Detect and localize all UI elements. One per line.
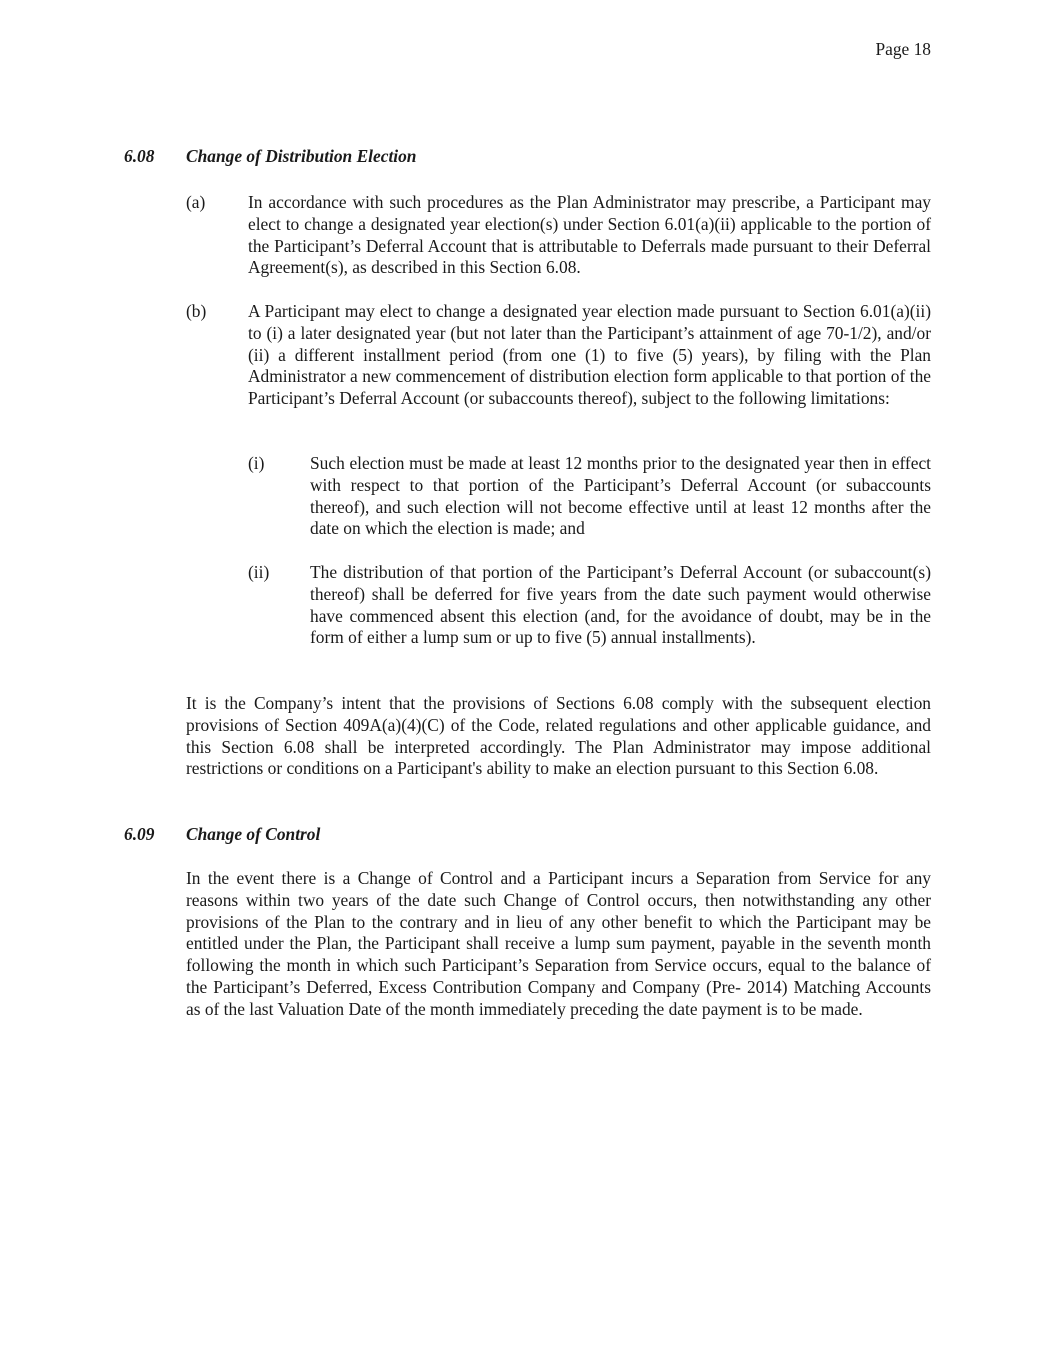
sub-item-i-label: (i)	[248, 453, 265, 473]
list-item-a-text: In accordance with such procedures as the Plan Administrator may prescribe, a Participant may elect to change a designated year election(s) under Section 6.01(a)(ii) applicable to the portion of the Participant’s Deferral Account that is attributable to Deferrals made pursuant to their Deferral Agreement(s), as described in this Section 6.08.	[248, 192, 931, 278]
sub-item-i	[248, 453, 931, 540]
section-608-heading	[124, 146, 416, 168]
sub-item-ii-text: The distribution of that portion of the Participant’s Deferral Account (or subaccount(s) thereof) shall be deferred for five years from the date such payment would otherwise have commenced absent this election (and, for the avoidance of doubt, may be in the form of either a lump sum or up to five (5) annual installments).	[310, 562, 931, 648]
list-item-b-label: (b)	[186, 301, 207, 321]
list-item-a-label: (a)	[186, 192, 206, 212]
list-item-b	[186, 301, 931, 410]
list-item-b-text: A Participant may elect to change a designated year election made pursuant to Section 6.01(a)(ii) to (i) a later designated year (but not later than the Participant’s attainment of age 70-1/2), and/or (ii) a different installment period (from one (1) to five (5) years), by filing with the Plan Administrator a new commencement of distribution election form applicable to that portion of the Participant’s Deferral Account (or subaccounts thereof), subject to the following limitations:	[248, 301, 931, 409]
section-608-title: Change of Distribution Election	[186, 146, 417, 166]
section-609-heading	[124, 824, 320, 846]
section-609-paragraph: In the event there is a Change of Control and a Participant incurs a Separation from Service for any reasons within two years of the date such Change of Control occurs, then notwithstanding any other provisions of the Plan to the contrary and in lieu of any other benefit to which the Participant may be entitled under the Plan, the Participant shall receive a lump sum payment, payable in the seventh month following the month in which such Participant’s Separation from Service occurs, equal to the balance of the Participant’s Deferred, Excess Contribution Company and Company (Pre- 2014) Matching Accounts as of the last Valuation Date of the month immediately preceding the date payment is to be made.	[186, 868, 931, 1019]
section-608-number: 6.08	[124, 146, 155, 166]
sub-item-ii	[248, 562, 931, 649]
page-number: Page 18	[875, 39, 931, 59]
section-608-closing-paragraph: It is the Company’s intent that the provisions of Sections 6.08 comply with the subsequent election provisions of Section 409A(a)(4)(C) of the Code, related regulations and other applicable guidance, and this Section 6.08 shall be interpreted accordingly. The Plan Administrator may impose additional restrictions or conditions on a Participant's ability to make an election pursuant to this Section 6.08.	[186, 693, 931, 779]
sub-item-i-text: Such election must be made at least 12 months prior to the designated year then in effect with respect to that portion of the Participant’s Deferral Account (or subaccounts thereof), and such election will not become effective until at least 12 months after the date on which the election is made; and	[310, 453, 931, 539]
sub-item-ii-label: (ii)	[248, 562, 270, 582]
section-609-number: 6.09	[124, 824, 155, 844]
list-item-a	[186, 192, 931, 279]
section-609-title: Change of Control	[186, 824, 321, 844]
